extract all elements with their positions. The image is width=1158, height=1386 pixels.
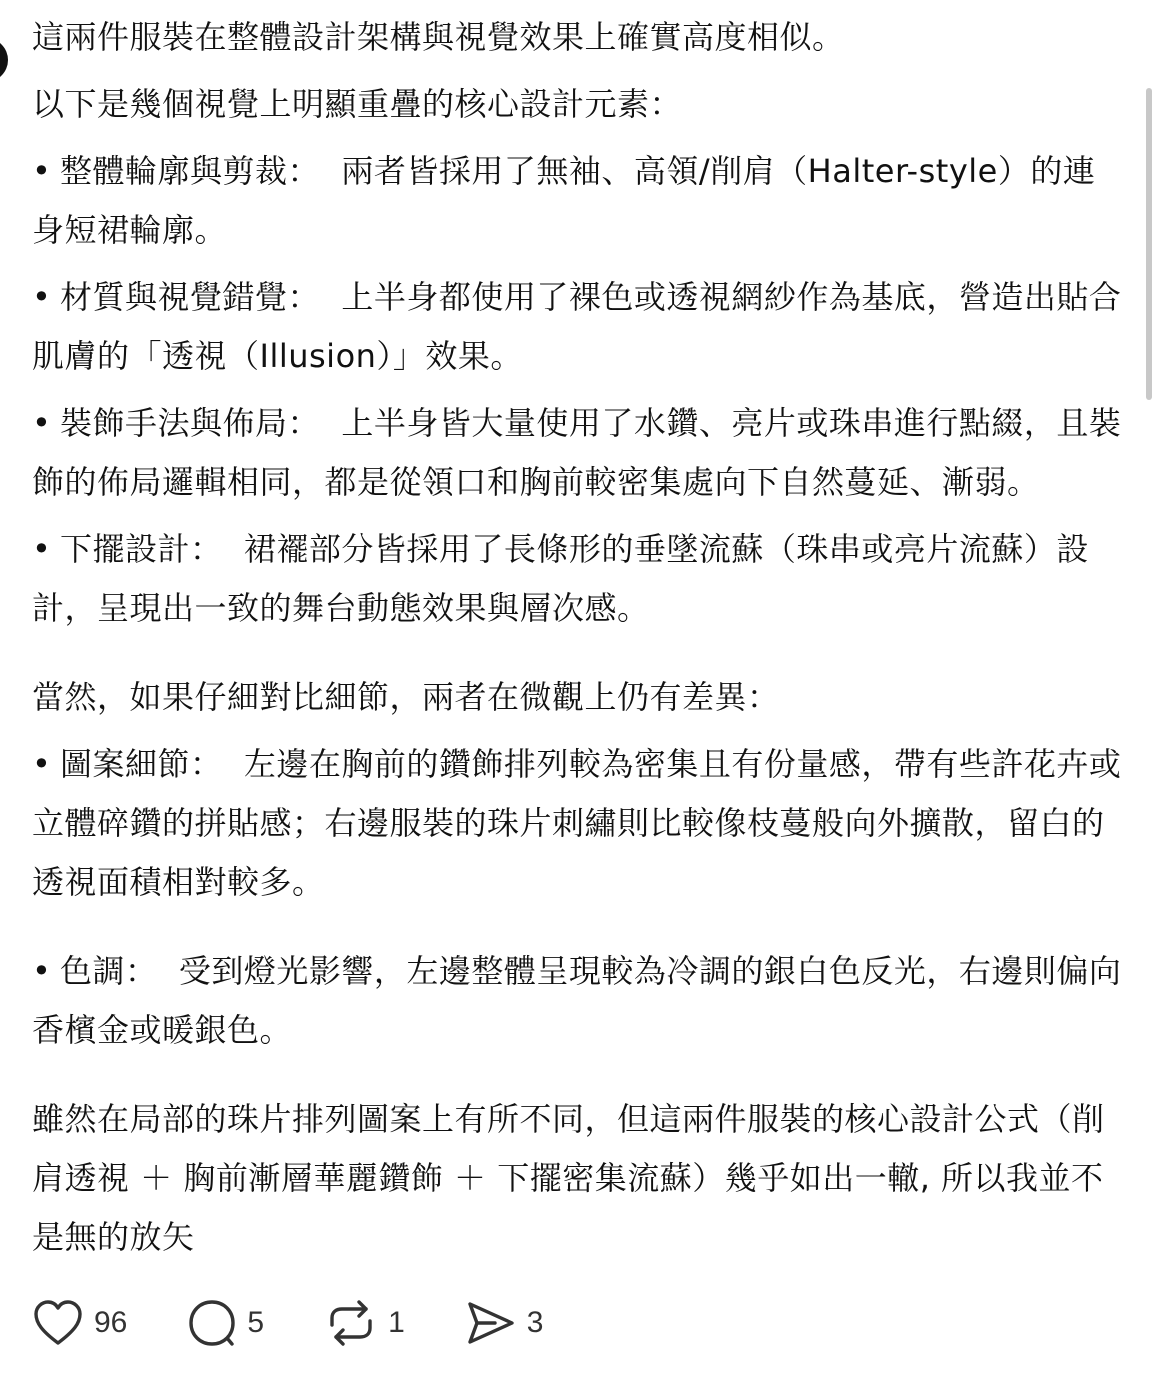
bullet-text: 上半身都使用了裸色或透視網紗作為基底，營造出貼合肌膚的「透視（Illusion）」效果。: [32, 278, 1122, 375]
repost-count: 1: [388, 1306, 405, 1339]
bullet-title: 色調：: [60, 952, 158, 990]
bullet-title: 整體輪廓與剪裁：: [60, 152, 321, 190]
comment-count: 5: [247, 1306, 265, 1339]
share-button[interactable]: [465, 1299, 544, 1347]
repost-arrows-icon: [324, 1299, 378, 1347]
send-arrow-icon: [465, 1299, 517, 1347]
bullet-text: 上半身皆大量使用了水鑽、亮片或珠串進行點綴，且裝飾的佈局邏輯相同，都是從領口和胸前較密集處向下自然蔓延、漸弱。: [32, 404, 1122, 501]
contrast-intro: 當然，如果仔細對比細節，兩者在微觀上仍有差異：: [32, 678, 780, 716]
bullet-text: 裙襬部分皆採用了長條形的垂墜流蘇（珠串或亮片流蘇）設計，呈現出一致的舞台動態效果與層次感。: [32, 530, 1089, 627]
bullet-item: [32, 520, 1122, 638]
action-bar: [32, 1292, 603, 1354]
intro-line-1: 這兩件服裝在整體設計架構與視覺效果上確實高度相似。: [32, 18, 845, 56]
bullet-title: 材質與視覺錯覺：: [60, 278, 321, 316]
bullet-item: [32, 735, 1122, 912]
bullet-title: 圖案細節：: [60, 745, 223, 783]
avatar[interactable]: [0, 38, 8, 82]
post-body: [32, 8, 1122, 1267]
comment-button[interactable]: [187, 1299, 264, 1347]
bullet-icon: •: [32, 152, 52, 190]
share-count: 3: [526, 1306, 544, 1339]
bullet-item: [32, 268, 1122, 386]
intro-line-2: 以下是幾個視覺上明顯重疊的核心設計元素：: [32, 85, 683, 123]
bullet-text: 受到燈光影響，左邊整體呈現較為冷調的銀白色反光，右邊則偏向香檳金或暖銀色。: [32, 952, 1122, 1049]
scrollbar[interactable]: [1146, 88, 1152, 400]
heart-icon: [32, 1299, 84, 1347]
like-button[interactable]: [32, 1299, 127, 1347]
comment-bubble-icon: [187, 1299, 237, 1347]
bullet-text: 左邊在胸前的鑽飾排列較為密集且有份量感，帶有些許花卉或立體碎鑽的拼貼感；右邊服裝的珠片刺繡則比較像枝蔓般向外擴散，留白的透視面積相對較多。: [32, 745, 1122, 901]
bullet-text: 兩者皆採用了無袖、高領/削肩（Halter-style）的連身短裙輪廓。: [32, 152, 1096, 249]
bullet-icon: •: [32, 745, 52, 783]
bullet-item: [32, 394, 1122, 512]
bullet-icon: •: [32, 530, 52, 568]
bullet-icon: •: [32, 278, 52, 316]
like-count: 96: [94, 1306, 128, 1339]
bullet-icon: •: [32, 952, 52, 990]
bullet-title: 裝飾手法與佈局：: [60, 404, 321, 442]
bullet-item: [32, 142, 1122, 260]
conclusion: 雖然在局部的珠片排列圖案上有所不同，但這兩件服裝的核心設計公式（削肩透視 ＋ 胸前漸層華麗鑽飾 ＋ 下擺密集流蘇）幾乎如出一轍, 所以我並不是無的放矢: [32, 1100, 1105, 1256]
bullet-item: [32, 942, 1122, 1060]
repost-button[interactable]: [324, 1299, 405, 1347]
bullet-icon: •: [32, 404, 52, 442]
bullet-title: 下擺設計：: [60, 530, 223, 568]
